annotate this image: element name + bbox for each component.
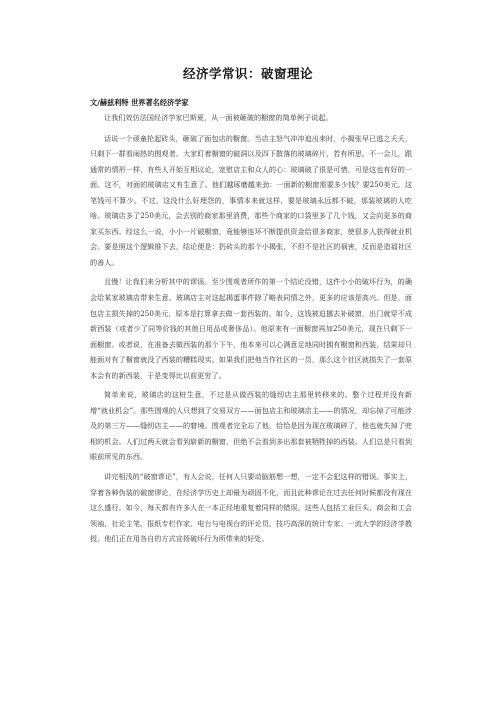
paragraph-conclusion: 讲完相浅的“破窗谬论”，有人会说，任何人只要动脑筋想一想，一定不会犯这样的错误。事实上，穿着各种伪装的破窗谬论，在经济学历史上却最为顽固不化，而且此种谬论在过去任何时候都没有现在这么盛行。如今，每天都有许多人在一本正经地重复着同样的错误。这些人包括工业巨头、商会和工会领袖、社论主笔、报纸专栏作家、电台与电视台的评论员、技巧高深的统计专家、一流大学的经济学教授。他们正在用各自的方式宣扬破坏行为所带来的好处。 bbox=[90, 472, 412, 544]
article-body bbox=[90, 110, 412, 547]
author-byline: 文/赫兹利特 世界著名经济学家 bbox=[90, 98, 189, 107]
document-title: 经济学常识：破窗理论 bbox=[182, 66, 313, 81]
paragraph-third-party: 简单来说，玻璃店的这桩生意，不过是从做西装的缝纫店主那里转移来的。整个过程并没有新增“就业机会”。那些围观的人只想到了交易双方——面包店主和玻璃店主——的情况，却忘掉了可能涉及的第三方——缝纫店主——的窘境。围观者完全忘了他，恰恰是因为现在玻璃碎了，他也就失掉了兜相的机会。人们过两天就会看到崭新的橱窗，但绝不会看到多出那套被牺牲掉的西装。人们总是只看到眼前所见的东西。 bbox=[90, 390, 412, 462]
paragraph-intro: 让我们效仿法国经济学家巴斯夏，从一面被砸破的橱窗的简单例子说起。 bbox=[104, 113, 333, 122]
paragraph-fallacy-analysis: 且慢！让我们来分析其中的谬误。至少围观者所作的第一个结论没错，这件小小的破坏行为，的确会给某家玻璃店带来生意。玻璃店主对这起揭蛋事件除了略表同情之外，更多的应该是高兴。但是，面包店主损失掉的250美元，原本是打算拿去做一套西装的。如今，这钱被迫挪去补破窗，出门就穿不成新西装（或者少了同等价钱的其他日用品或奢侈品）。他原来有一面橱窗再加250美元，现在只剩下一面橱窗。或者说，在准备去做西装的那个下午，他本来可以心满意足地同时拥有橱窗和西装，结果却只能面对有了橱窗就没了西装的糟糕现实。如果我们把他当作社区的一员，那么这个社区就损失了一套原本会有的新西装，于是变得比以前更穷了。 bbox=[90, 277, 412, 380]
paragraph-broken-window-story: 话说一个顽童抡起砖头，砸破了面包店的橱窗。当店主怒气冲冲追出来时，小揭张早已逃之夭夭，只剩下一群看闹热的围观者。大家盯着橱窗的破洞以及四下散落的玻璃碎片，若有所思。不一会儿，跟通常的情形一样，有些人开始互相议论，宽慰店主和众人的心：玻璃破了很是可惜，可是这也有好的一面。这不，对面的玻璃店又有生意了。他们越琢磨越来劲：一面新的橱窗需要多少钱？要250美元。这笔钱可不算少。不过，这没什么好埋怨的，事情本来就这样，要是玻璃永远都不破，那装玻璃的人吃啥。玻璃店多了250美元，会去别的商家那里消费，那些个商家的口袋里多了几个钱，又会向更多的商家买东西。经这么一说，小小一片破橱窗，竟能够连环不断提供资金给很多商家，使很多人获得就业机会。要是照这个逻辑推下去，结论便是：扔砖头的那个小揭张，不但不是社区的祸害，反而是造福社区的善人。 bbox=[90, 133, 412, 267]
